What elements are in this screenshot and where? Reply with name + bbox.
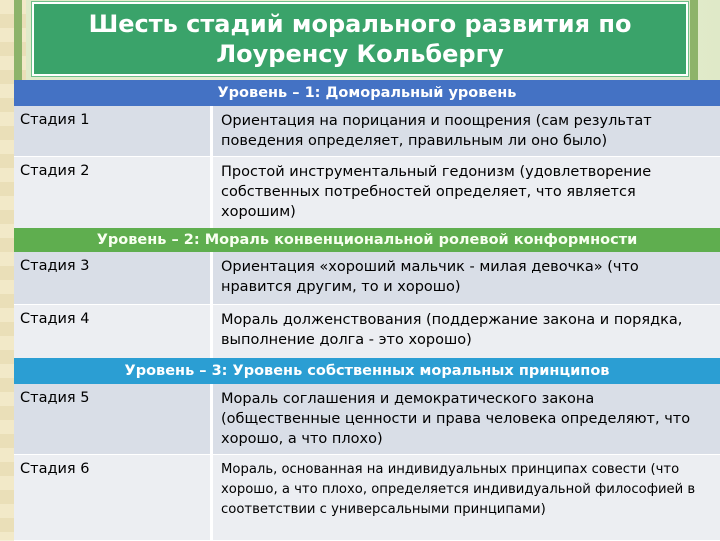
table-row-stage-4 xyxy=(14,305,720,359)
stage-description: Мораль долженствования (поддержание закона и порядка, выполнение долга - это хорошо) xyxy=(213,305,720,358)
level-3-header: Уровень – 3: Уровень собственных моральных принципов xyxy=(14,358,720,384)
decor-stripe-left xyxy=(14,0,22,90)
table-row-stage-5 xyxy=(14,384,720,455)
table-row-stage-3 xyxy=(14,252,720,305)
stage-description: Ориентация «хороший мальчик - милая девочка» (что нравится другим, то и хорошо) xyxy=(213,252,720,304)
stage-label: Стадия 5 xyxy=(14,384,210,454)
stage-description: Мораль соглашения и демократического закона (общественные ценности и права человека определяют, что хорошо, а что плохо) xyxy=(213,384,720,454)
stage-description: Простой инструментальный гедонизм (удовлетворение собственных потребностей определяет, что является хорошим) xyxy=(213,157,720,228)
stage-label: Стадия 2 xyxy=(14,157,210,228)
slide-title: Шесть стадий морального развития по Лоуренсу Кольбергу xyxy=(88,10,632,68)
slide-title-box xyxy=(32,2,688,76)
table-row-stage-6 xyxy=(14,455,720,541)
level-2-header: Уровень – 2: Мораль конвенциональной ролевой конформности xyxy=(14,228,720,252)
stage-label: Стадия 6 xyxy=(14,455,210,540)
stage-description: Ориентация на порицания и поощрения (сам результат поведения определяет, правильным ли оно было) xyxy=(213,106,720,156)
table-row-stage-1 xyxy=(14,106,720,157)
stage-label: Стадия 3 xyxy=(14,252,210,304)
table-row-stage-2 xyxy=(14,157,720,229)
stage-description: Мораль, основанная на индивидуальных принципах совести (что хорошо, а что плохо, определяется индивидуальной философией в соответствии с универсальными принципами) xyxy=(213,455,720,540)
decor-stripe-right xyxy=(690,0,698,90)
stage-label: Стадия 4 xyxy=(14,305,210,358)
stages-table xyxy=(14,80,720,540)
level-1-header: Уровень – 1: Доморальный уровень xyxy=(14,80,720,106)
stage-label: Стадия 1 xyxy=(14,106,210,156)
